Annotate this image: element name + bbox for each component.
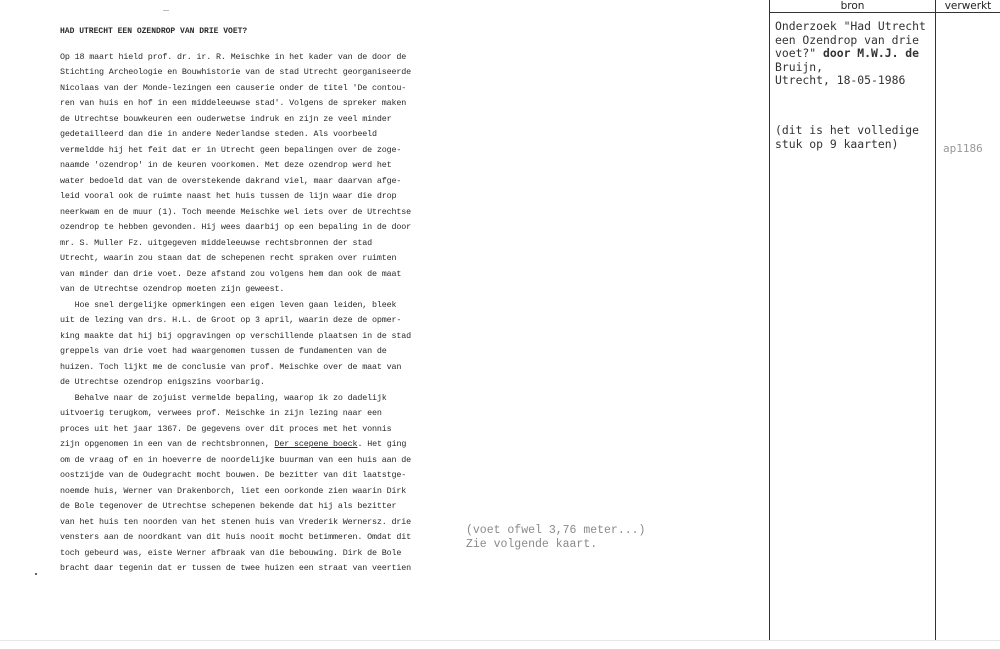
margin-note: [466, 524, 645, 552]
text-segment: zijn opgenomen in een van de rechtsbronnen,: [60, 439, 275, 449]
document-body: [60, 24, 470, 577]
text-line: water bedoeld dat van de overstekende dakrand viel, maar daarvan afge-: [60, 175, 402, 186]
text-line: Behalve naar de zojuist vermelde bepaling, waarop ik zo dadelijk: [60, 392, 387, 403]
text-line-with-citation: [60, 437, 470, 453]
text-line: toch gebeurd was, eiste Werner afbraak van die bebouwing. Dirk de Bole: [60, 547, 402, 558]
text-line: naamde 'ozendrop' in de keuren voorkomen. Met deze ozendrop werd het: [60, 160, 392, 170]
text-line: oostzijde van de Oudegracht mocht bouwen. De bezitter van dit laatstge-: [60, 470, 407, 480]
verwerkt-code: ap1186: [943, 142, 983, 155]
bron-line: een Ozendrop van drie: [775, 32, 920, 47]
text-line: king maakte dat hij bij opgravingen op verschillende plaatsen in de stad: [60, 330, 412, 341]
text-line: noemde huis, Werner van Drakenborch, liet een oorkonde zien waarin Dirk: [60, 485, 407, 496]
text-line: Stichting Archeologie en Bouwhistorie van de stad Utrecht georganiseerde: [60, 67, 412, 77]
bron-note-line: (dit is het volledige: [775, 123, 920, 137]
text-line: Utrecht, waarin zou staan dat de schepenen recht spraken over ruimten: [60, 253, 397, 263]
text-line: gedetailleerd dan die in andere Nederlandse steden. Als voorbeeld: [60, 129, 377, 139]
text-line: uitvoerig terugkom, verwees prof. Meischke in zijn lezing naar een: [60, 408, 382, 418]
margin-note-line: Zie volgende kaart.: [466, 538, 598, 551]
text-line: ozendrop te hebben gevonden. Hij wees daarbij op een bepaling in de door: [60, 222, 412, 232]
bron-source-info: [775, 20, 926, 88]
document-title: HAD UTRECHT EEN OZENDROP VAN DRIE VOET?: [60, 27, 248, 36]
text-line: neerkwam en de muur (1). Toch meende Meischke wel iets over de Utrechtse: [60, 206, 412, 217]
text-line: van het huis ten noorden van het stenen huis van Vrederik Wernersz. drie: [60, 516, 412, 527]
text-line: mr. S. Muller Fz. uitgegeven middeleeuwse rechtsbronnen der stad: [60, 237, 373, 248]
text-line: van minder dan drie voet. Deze afstand zou volgens hem dan ook de maat: [60, 268, 402, 279]
text-line: Op 18 maart hield prof. dr. ir. R. Meischke in het kader van de door de: [60, 51, 407, 62]
text-line: proces uit het jaar 1367. De gegevens over dit proces met het vonnis: [60, 423, 392, 434]
scan-mark: [163, 10, 169, 11]
text-line: de Utrechtse ozendrop enigszins voorbarig.: [60, 377, 265, 387]
bron-header: bron: [840, 0, 865, 12]
bron-line-3: [775, 47, 926, 61]
text-line: vermeldde hij het feit dat er in Utrecht geen bepalingen over de zoge-: [60, 144, 402, 155]
text-line: huizen. Toch lijkt me de conclusie van prof. Meischke over de maat van: [60, 361, 402, 372]
text-line: de Bole tegenover de Utrechtse schepenen bekende dat hij als bezitter: [60, 501, 397, 511]
underlined-source-title: Der scepene boeck: [274, 439, 358, 449]
verwerkt-column-divider: [935, 0, 936, 640]
bron-note-line: stuk op 9 kaarten): [775, 136, 899, 151]
verwerkt-header: verwerkt: [944, 0, 992, 12]
bron-note: [775, 124, 919, 151]
text-segment: . Het ging: [357, 439, 407, 449]
bron-line: Bruijn,: [775, 59, 824, 74]
text-line: de Utrechtse bouwkeuren een ouderwetse indruk en zijn ze veel minder: [60, 113, 392, 124]
text-line: greppels van drie voet had waargenomen tussen de fundamenten van de: [60, 346, 387, 356]
bron-author-segment: door M.W.J. de: [816, 46, 920, 61]
text-line: van de Utrechtse ozendrop moeten zijn geweest.: [60, 284, 285, 294]
text-line: Hoe snel dergelijke opmerkingen een eigen leven gaan leiden, bleek: [60, 299, 397, 310]
text-line: Nicolaas van der Monde-lezingen een causerie onder de titel 'De contou-: [60, 82, 407, 93]
page-bottom-edge: [0, 640, 1000, 641]
text-line: vensters aan de noordkant van dit huis nooit mocht betimmeren. Omdat dit: [60, 532, 412, 542]
bron-column-divider: [769, 0, 770, 640]
bron-line: Onderzoek "Had Utrecht: [775, 19, 926, 33]
text-line: bracht daar tegenin dat er tussen de twee huizen een straat van veertien: [60, 563, 412, 573]
bron-line: Utrecht, 18-05-1986: [775, 73, 906, 88]
margin-note-line: (voet ofwel 3,76 meter...): [466, 524, 646, 537]
scan-dot: [35, 573, 37, 575]
text-line: uit de lezing van drs. H.L. de Groot op 3 april, waarin deze de opmer-: [60, 315, 402, 325]
bron-segment: voet?": [775, 46, 817, 61]
text-line: om de vraag of en in hoeverre de noordelijke buurman van een huis aan de: [60, 454, 412, 465]
text-line: ren van huis en hof in een middeleeuwse stad'. Volgens de spreker maken: [60, 98, 407, 108]
text-line: leid vooral ook de ruimte naast het huis tussen de lijn waar die drop: [60, 191, 397, 201]
header-divider: [770, 12, 1000, 13]
